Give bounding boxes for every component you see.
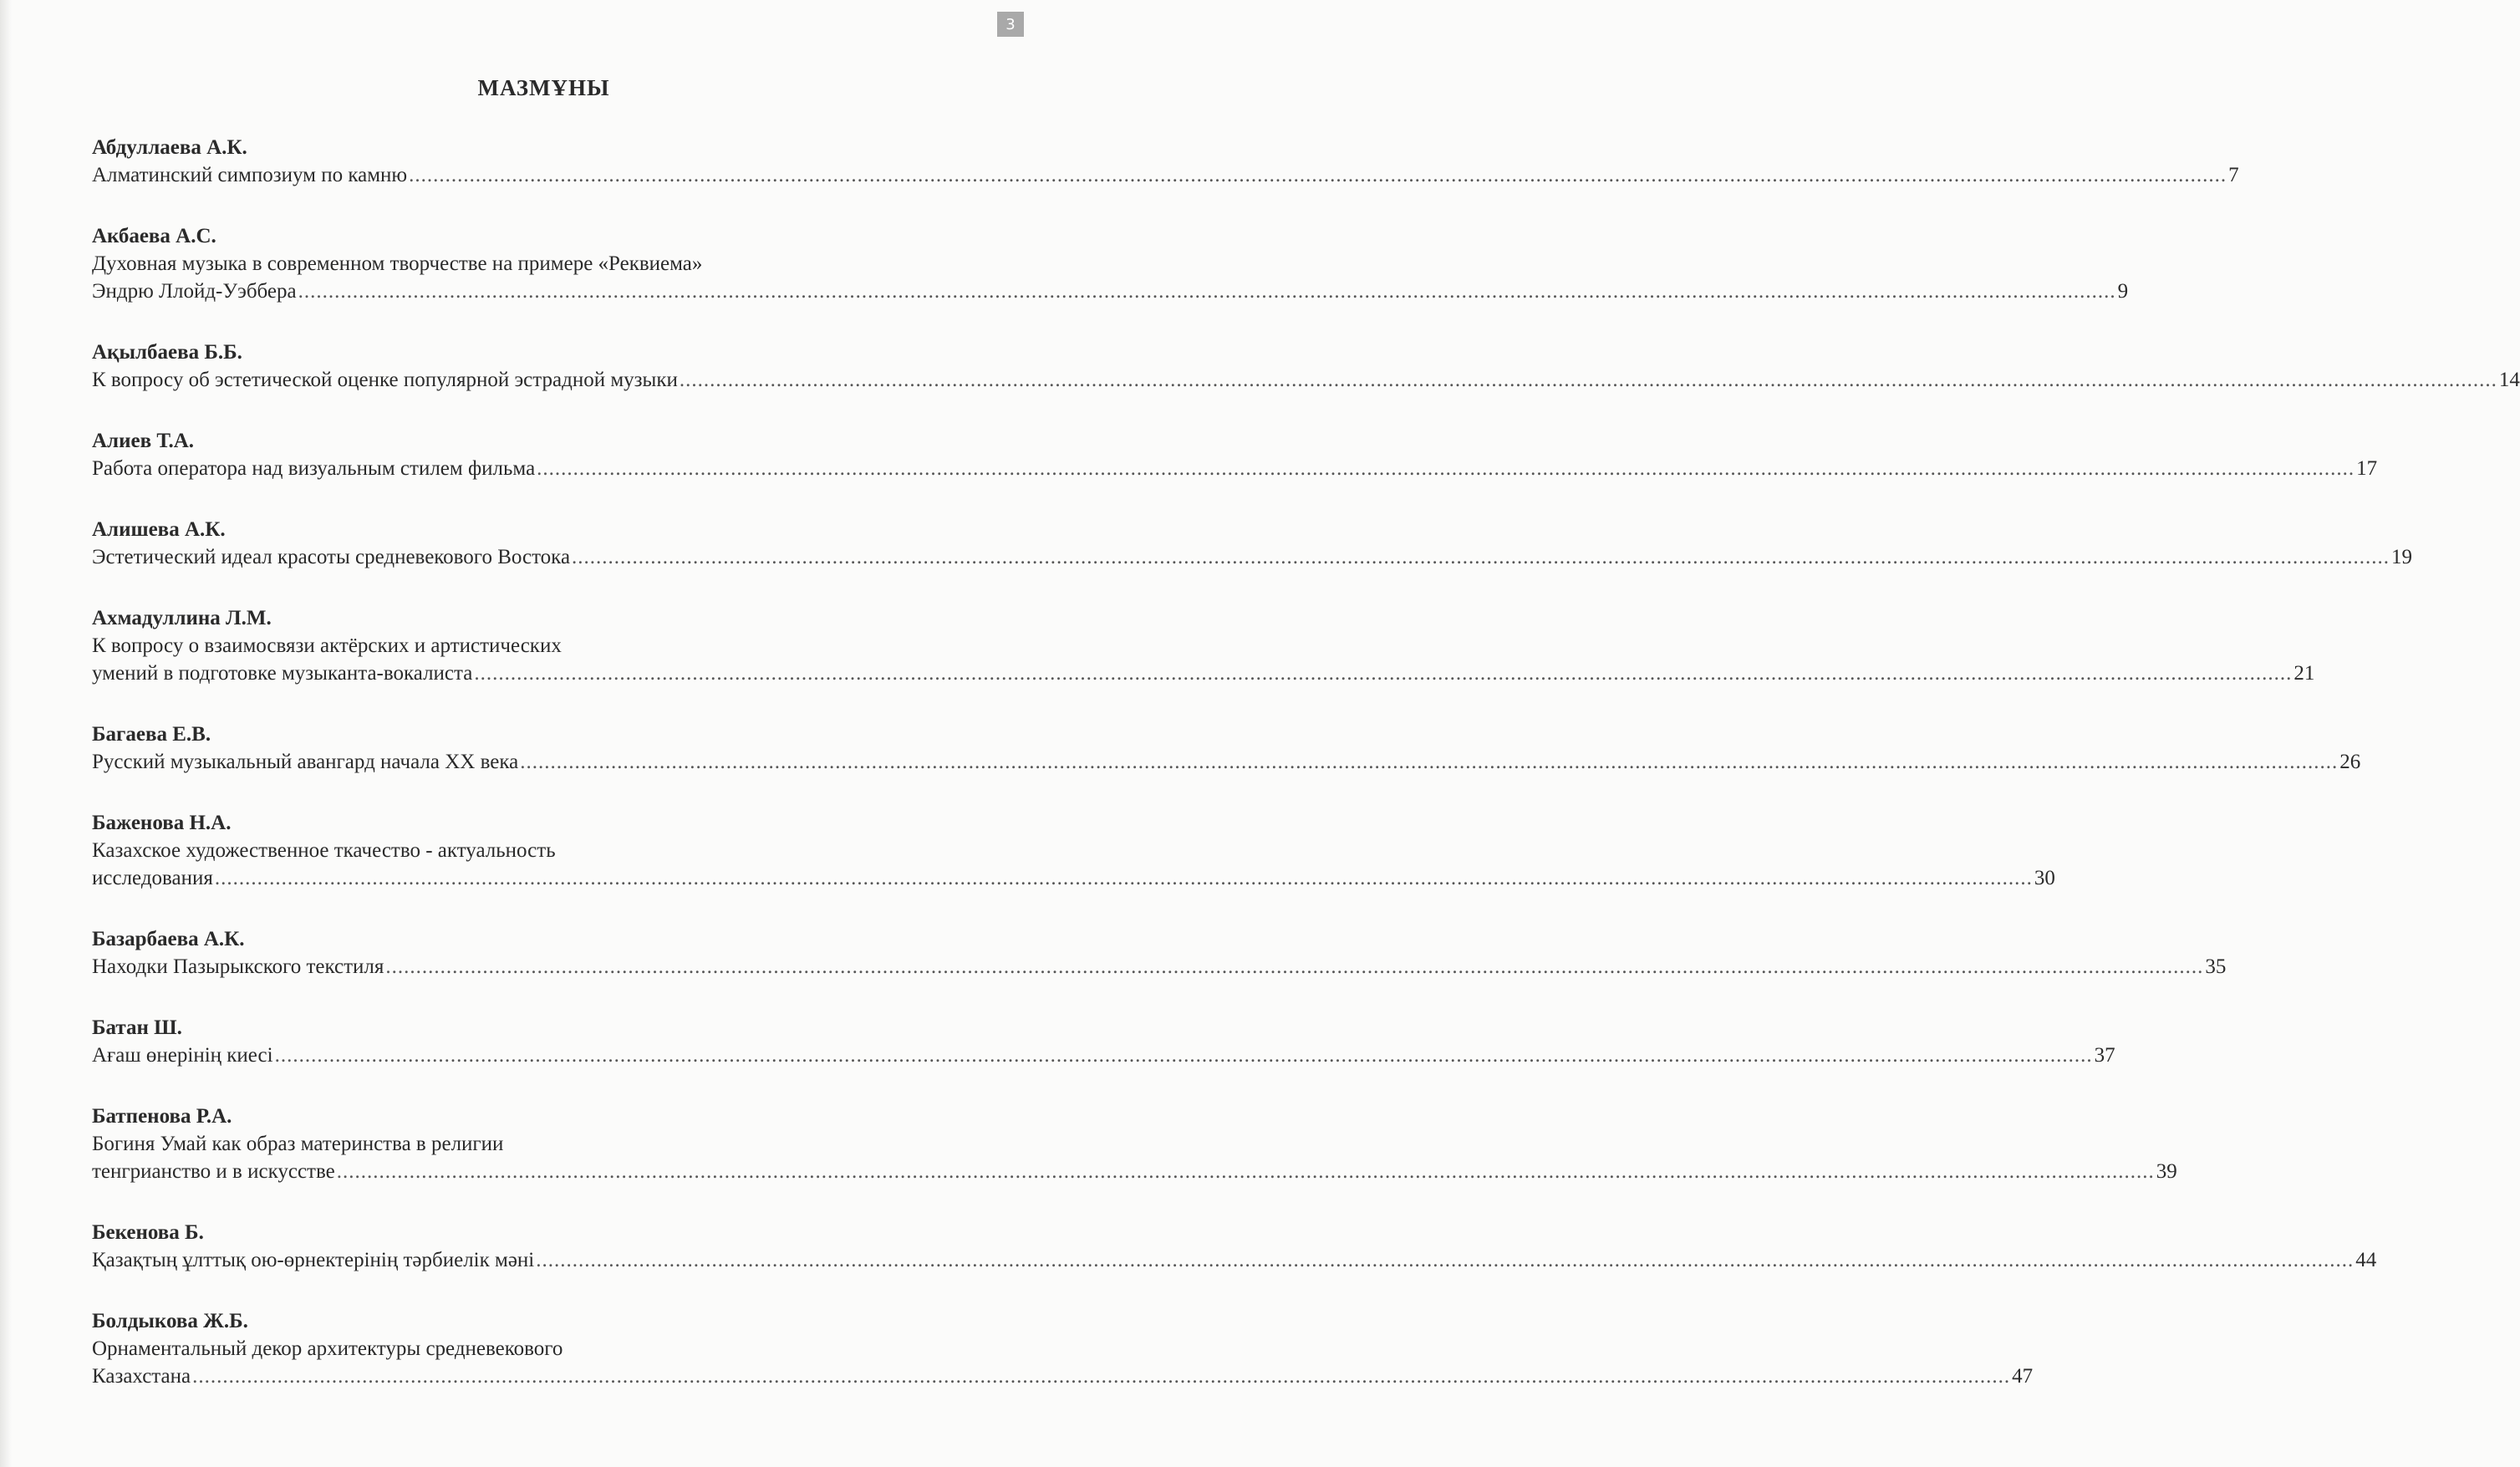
toc-entry [92, 427, 2378, 482]
toc-leader-line [92, 1246, 2377, 1274]
toc-leader-line [92, 953, 2227, 981]
toc-leader-line [92, 748, 2361, 776]
toc-entry [92, 1103, 2177, 1185]
toc-title-line: К вопросу о взаимосвязи актёрских и артистических [92, 634, 562, 657]
toc-title-line: Эндрю Ллойд-Уэббера [92, 280, 297, 303]
toc-page-number: 39 [2156, 1160, 2177, 1183]
dot-leader: ............................................................................................................................................................................................................................................................................................................ [385, 955, 2204, 978]
dot-leader: ............................................................................................................................................................................................................................................................................................................ [298, 280, 2116, 303]
toc-page-number: 26 [2339, 751, 2361, 773]
toc-title-line: Работа оператора над визуальным стилем фильма [92, 457, 536, 480]
toc-page-number: 9 [2117, 280, 2129, 303]
table-of-contents [92, 134, 2520, 1424]
toc-leader-line [92, 161, 2239, 189]
toc-author: Батпенова Р.А. [92, 1105, 232, 1128]
toc-page-number: 21 [2293, 662, 2315, 685]
toc-title-line: Казахстана [92, 1365, 191, 1388]
toc-title-line: Богиня Умай как образ материнства в религии [92, 1133, 504, 1155]
toc-author: Алишева А.К. [92, 518, 226, 541]
toc-page-number: 37 [2094, 1044, 2115, 1067]
toc-entry [92, 925, 2227, 981]
toc-page-number: 44 [2355, 1249, 2377, 1271]
toc-leader-line [92, 455, 2378, 482]
toc-page-number: 17 [2356, 457, 2378, 480]
dot-leader: ............................................................................................................................................................................................................................................................................................................ [192, 1365, 2011, 1388]
toc-page-number: 19 [2391, 546, 2413, 568]
toc-entry [92, 516, 2413, 571]
toc-page-number: 7 [2228, 164, 2239, 186]
toc-author: Баженова Н.А. [92, 812, 232, 834]
toc-entry [92, 809, 2055, 892]
toc-leader-line [92, 660, 2315, 687]
toc-title-line: Алматинский симпозиум по камню [92, 164, 408, 186]
toc-author: Алиев Т.А. [92, 430, 195, 452]
dot-leader: ............................................................................................................................................................................................................................................................................................................ [536, 1249, 2355, 1271]
toc-page-number: 35 [2205, 955, 2227, 978]
toc-leader-line [92, 1042, 2115, 1069]
toc-leader-line [92, 366, 2520, 394]
dot-leader: ............................................................................................................................................................................................................................................................................................................ [409, 164, 2227, 186]
toc-author: Базарбаева А.К. [92, 928, 245, 950]
toc-leader-line [92, 1363, 2034, 1390]
page-edge-shadow [0, 0, 12, 1467]
dot-leader: ............................................................................................................................................................................................................................................................................................................ [214, 867, 2033, 889]
toc-title-line: Русский музыкальный авангард начала XX века [92, 751, 519, 773]
toc-title-line: Казахское художественное ткачество - актуальность [92, 839, 556, 862]
toc-entry [92, 339, 2520, 394]
toc-title-line: К вопросу об эстетической оценке популярной эстрадной музыки [92, 369, 678, 391]
toc-title-line: тенгрианство и в искусстве [92, 1160, 335, 1183]
toc-entry [92, 134, 2239, 189]
toc-page-number: 14 [2498, 369, 2520, 391]
toc-author: Акбаева А.С. [92, 225, 216, 247]
toc-title-line: Духовная музыка в современном творчестве на примере «Реквиема» [92, 252, 703, 275]
page-number-badge: 3 [997, 12, 1024, 37]
toc-entry [92, 222, 2129, 305]
toc-title-line: Орнаментальный декор архитектуры средневекового [92, 1337, 563, 1360]
toc-author: Ахмадуллина Л.М. [92, 607, 272, 629]
toc-author: Абдуллаева А.К. [92, 136, 247, 159]
dot-leader: ............................................................................................................................................................................................................................................................................................................ [572, 546, 2390, 568]
toc-title-line: умений в подготовке музыканта-вокалиста [92, 662, 473, 685]
toc-leader-line [92, 278, 2129, 305]
dot-leader: ............................................................................................................................................................................................................................................................................................................ [336, 1160, 2155, 1183]
dot-leader: ............................................................................................................................................................................................................................................................................................................ [274, 1044, 2093, 1067]
dot-leader: ............................................................................................................................................................................................................................................................................................................ [474, 662, 2293, 685]
dot-leader: ............................................................................................................................................................................................................................................................................................................ [679, 369, 2497, 391]
toc-title-line: Ағаш өнерінің киесі [92, 1044, 273, 1067]
toc-title-line: Находки Пазырыкского текстиля [92, 955, 384, 978]
toc-entry [92, 1219, 2377, 1274]
toc-author: Ақылбаева Б.Б. [92, 341, 242, 364]
toc-author: Багаева Е.В. [92, 723, 211, 746]
toc-page-number: 30 [2034, 867, 2055, 889]
toc-author: Болдыкова Ж.Б. [92, 1310, 248, 1332]
dot-leader: ............................................................................................................................................................................................................................................................................................................ [520, 751, 2339, 773]
page-title: МАЗМҰНЫ [477, 75, 610, 100]
toc-page-number: 47 [2012, 1365, 2034, 1388]
toc-leader-line [92, 864, 2055, 892]
toc-entry [92, 1307, 2034, 1390]
toc-entry [92, 604, 2315, 687]
toc-author: Батан Ш. [92, 1016, 182, 1039]
toc-author: Бекенова Б. [92, 1221, 204, 1244]
dot-leader: ............................................................................................................................................................................................................................................................................................................ [537, 457, 2355, 480]
toc-title-line: исследования [92, 867, 213, 889]
toc-entry [92, 1014, 2115, 1069]
toc-title-line: Қазақтың ұлттық ою-өрнектерінің тәрбиелік мәні [92, 1249, 535, 1271]
toc-title-line: Эстетический идеал красоты средневекового Востока [92, 546, 571, 568]
toc-leader-line [92, 1158, 2177, 1185]
toc-entry [92, 721, 2361, 776]
toc-leader-line [92, 543, 2413, 571]
